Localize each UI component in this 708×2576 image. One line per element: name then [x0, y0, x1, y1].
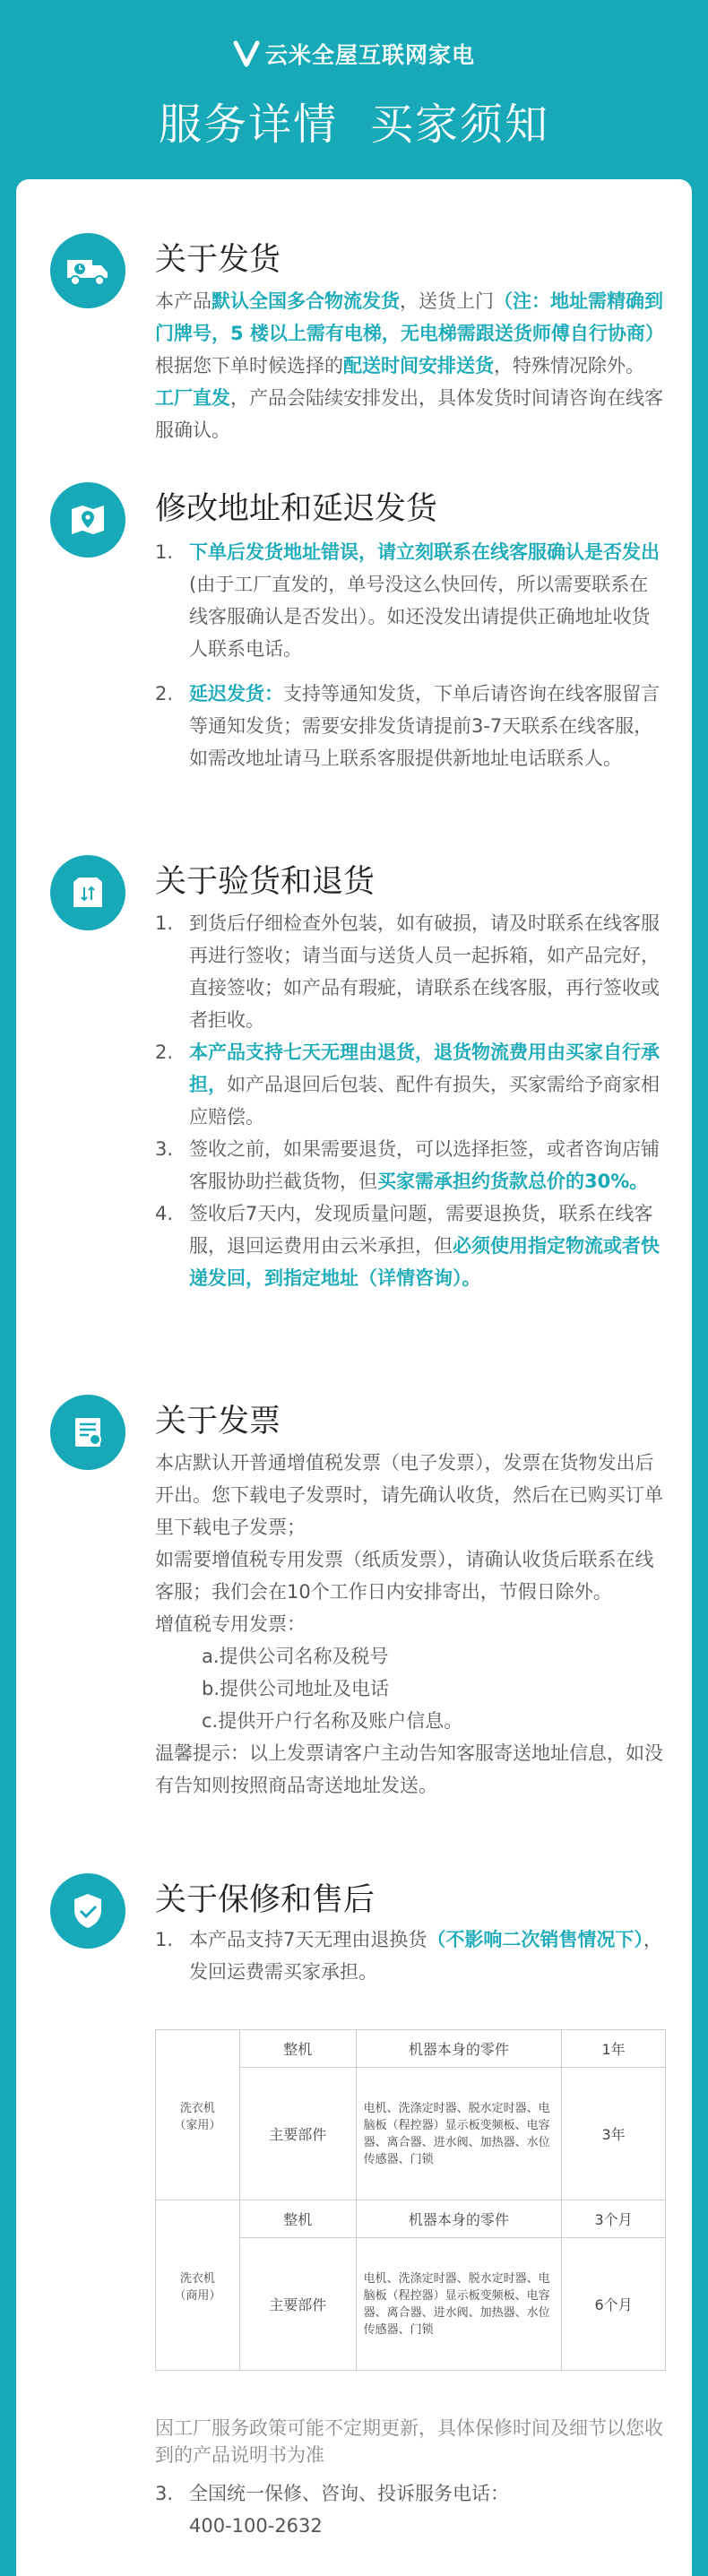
table-cell: 电机、洗涤定时器、脱水定时器、电脑板（程控器）显示板变频板、电容器、离合器、进水阀、加热器、水位传感器、门锁: [356, 2238, 562, 2371]
table-cell-home-label: 洗衣机 （家用）: [156, 2030, 240, 2200]
section-title-shipping: 关于发货: [155, 242, 281, 278]
table-cell: 3年: [562, 2068, 666, 2200]
page-title: [0, 90, 708, 151]
list-item: 2. 本产品支持七天无理由退货，退货物流费用由买家自行承担，如产品退回后包装、配件有损失，买家需给予商家相应赔偿。: [155, 1042, 660, 1128]
table-row: [156, 2200, 666, 2238]
list-item: 1. 本产品支持7天无理由退换货（不影响二次销售情况下），发回运费需买家承担。: [155, 1929, 662, 1983]
warranty-table: [155, 2029, 666, 2371]
content-card: [16, 179, 692, 2576]
brand-name: 云米全屋互联网家电: [264, 42, 475, 68]
map-pin-icon: [50, 482, 125, 558]
table-cell: 主要部件: [239, 2238, 356, 2371]
section-body-shipping: 本产品默认全国多合物流发货，送货上门（注：地址需精确到门牌号，5 楼以上需有电梯，无电梯需跟送货师傅自行协商）根据您下单时候选择的配送时间安排送货，特殊情况除外。 工厂直发，产品会陆续安排发出，具体发货时间请咨询在线客服确认。: [155, 290, 664, 441]
table-cell: 主要部件: [239, 2068, 356, 2200]
table-cell: 机器本身的零件: [356, 2200, 562, 2238]
service-hotline: [155, 2477, 666, 2542]
section-body-inspection: [155, 907, 666, 1294]
table-cell: 3个月: [562, 2200, 666, 2238]
table-cell: 电机、洗涤定时器、脱水定时器、电脑板（程控器）显示板变频板、电容器、离合器、进水阀、加热器、水位传感器、门锁: [356, 2068, 562, 2200]
package-icon: [50, 855, 125, 930]
list-item: 1. 到货后仔细检查外包装，如有破损，请及时联系在线客服再进行签收；请当面与送货人员一起拆箱，如产品完好，直接签收；如产品有瑕疵，请联系在线客服，再行签收或者拒收。: [155, 912, 660, 1031]
table-cell: 机器本身的零件: [356, 2030, 562, 2068]
list-item: 3. 签收之前，如果需要退货，可以选择拒签，或者咨询店铺客服协助拦截货物，但买家需承担约货款总价的30%。: [155, 1138, 660, 1192]
truck-clock-icon: [50, 233, 125, 308]
list-item: 3. 全国统一保修、咨询、投诉服务电话： 400-100-2632: [155, 2483, 509, 2537]
brand: [0, 38, 708, 70]
section-title-inspection: 关于验货和退货: [155, 864, 376, 900]
table-row: [156, 2030, 666, 2068]
page-title-a: 服务详情: [158, 99, 338, 150]
page-title-b: 买家须知: [370, 99, 550, 150]
shield-check-icon: [50, 1873, 125, 1949]
table-cell: 整机: [239, 2200, 356, 2238]
section-title-invoice: 关于发票: [155, 1404, 281, 1439]
list-item: 1. 下单后发货地址错误，请立刻联系在线客服确认是否发出(由于工厂直发的，单号没这么快回传，所以需要联系在线客服确认是否发出）。如还没发出请提供正确地址收货人联系电话。: [155, 541, 660, 660]
list-item: 2. 延迟发货：支持等通知发货，下单后请咨询在线客服留言等通知发货；需要安排发货请提前3-7天联系在线客服，如需改地址请马上联系客服提供新地址电话联系人。: [155, 683, 660, 769]
header: [0, 0, 708, 179]
list-item: 4. 签收后7天内，发现质量问题，需要退换货，联系在线客服，退回运费用由云米承担，但必须使用指定物流或者快递发回，到指定地址（详情咨询）。: [155, 1203, 660, 1289]
section-title-warranty: 关于保修和售后: [155, 1882, 376, 1918]
section-body-warranty: [155, 1923, 666, 1988]
section-body-invoice: 本店默认开普通增值税发票（电子发票），发票在货物发出后开出。您下载电子发票时，请先确认收货，然后在已购买订单里下载电子发票； 如需要增值税专用发票（纸质发票），请确认收货后联系在线客服；我们会在10个工作日内安排寄出，节假日除外。 增值税专用发票： a.提供公司名称及税号 b.提供公司地址及电话 c.提供开户行名称及账户信息。 温馨提示：以上发票请客户主动告知客服寄送地址信息，如没有告知则按照商品寄送地址发送。: [155, 1452, 663, 1796]
table-cell-commercial-label: 洗衣机 （商用）: [156, 2200, 240, 2371]
table-cell: 整机: [239, 2030, 356, 2068]
section-title-address: 修改地址和延迟发货: [155, 491, 438, 527]
viomi-logo-icon: [233, 40, 260, 67]
section-body-address: [155, 536, 666, 774]
table-cell: 1年: [562, 2030, 666, 2068]
phone-number: 400-100-2632: [189, 2515, 323, 2537]
table-cell: 6个月: [562, 2238, 666, 2371]
invoice-icon: [50, 1395, 125, 1470]
warranty-note: 因工厂服务政策可能不定期更新，具体保修时间及细节以您收到的产品说明书为准: [155, 2417, 663, 2466]
